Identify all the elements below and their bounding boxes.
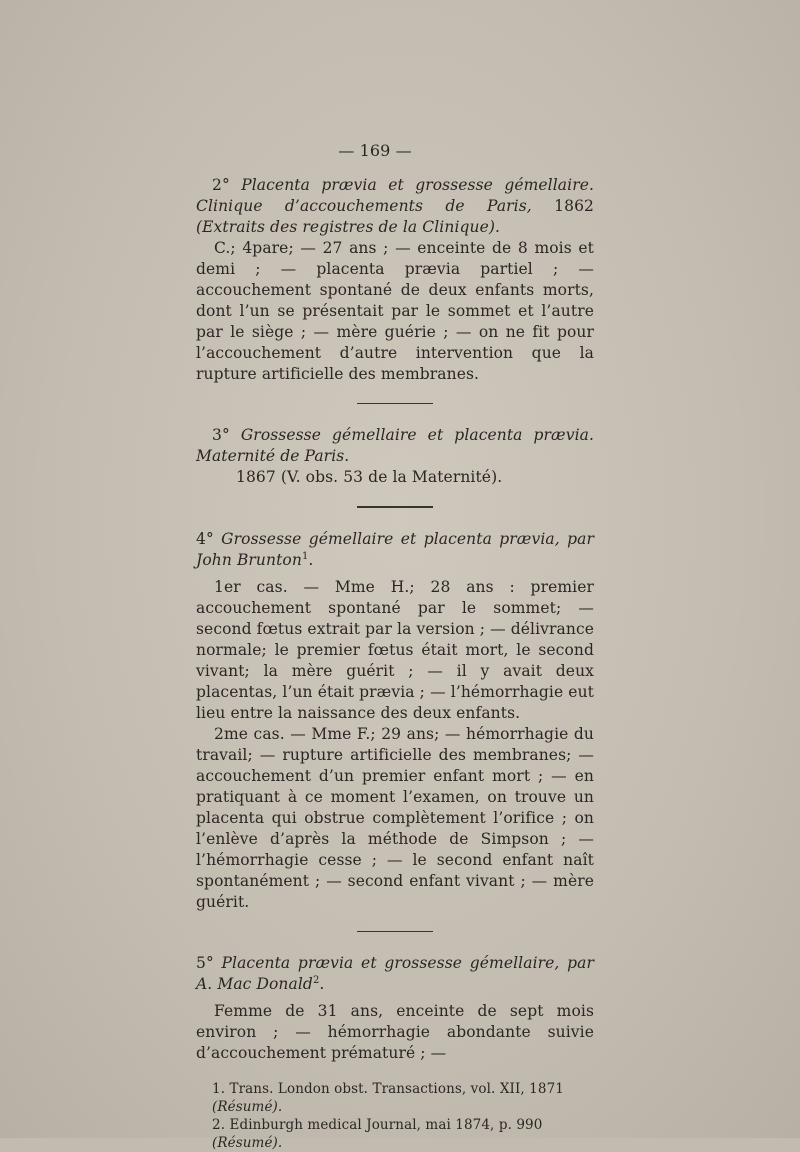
case-1 [196, 577, 594, 724]
page-number: — 169 — [338, 141, 412, 160]
footnote-ref-2: 2 [312, 975, 320, 987]
footnote-1-num: 1. [212, 1081, 226, 1098]
section-2-title: Placenta prævia et grossesse gémellaire. Clinique d’accouchements de Paris, [196, 176, 595, 215]
case-2 [196, 724, 594, 913]
section-3 [196, 425, 594, 488]
section-5-body: Femme de 31 ans, enceinte de sept mois environ ; — hémorrhagie abondante suivie d’accouchement prématuré ; — [196, 1002, 594, 1063]
section-5-heading: 5° Placenta prævia et grossesse gémellaire, par A. Mac Donald$^2$. [196, 954, 594, 994]
section-2-body: C.; 4pare; — 27 ans ; — enceinte de 8 mois et demi ; — placenta prævia partiel ; — accouchement spontané de deux enfants morts, dont l’un se présentait par le sommet et l’autre par le siège ; — mère guérie ; — on ne fit pour l’accouchement d’autre intervention que la rupture artificielle des membranes. [196, 239, 594, 383]
footnote-ref-1: 1 [301, 550, 309, 562]
section-4 [196, 529, 594, 913]
section-2-num: 2° [212, 176, 230, 194]
section-5 [196, 953, 594, 1064]
section-4-num: 4° [196, 529, 214, 548]
section-4-title: Grossesse gémellaire et placenta prævia, par John Brunton [196, 529, 594, 569]
section-2-year: 1862 [554, 197, 594, 215]
footnote-1 [212, 1080, 594, 1116]
case-2-text: — Mme F.; 29 ans; — hémorrhagie du travail; — rupture artificielle des membranes; — accouchement d’un premier enfant mort ; — en pratiquant à ce moment l’examen, on trouve un placenta qui obstrue complètement l’orifice ; on l’enlève d’après la méthode de Simpson ; — l’hémorrhagie cesse ; — le second enfant naît spontanément ; — second enfant vivant ; — mère guérit. [196, 724, 595, 911]
section-divider [357, 506, 433, 507]
footnote-2-num: 2. [212, 1117, 226, 1134]
page-text [196, 140, 594, 1152]
section-4-heading: 4° Grossesse gémellaire et placenta prævia, par John Brunton$^1$. [196, 529, 594, 569]
section-5-title: Placenta prævia et grossesse gémellaire, par A. Mac Donald [196, 954, 594, 994]
footnote-1-text: Trans. London obst. Transactions, vol. XII, 1871 [229, 1081, 564, 1098]
case-1-label: 1er cas. [214, 577, 288, 596]
section-2 [196, 175, 594, 385]
section-3-title: Grossesse gémellaire et placenta prævia. Maternité de Paris. [196, 426, 595, 466]
section-3-num: 3° [212, 426, 230, 445]
section-divider [357, 403, 433, 404]
section-5-num: 5° [196, 954, 214, 973]
footnotes [196, 1080, 594, 1152]
section-2-heading [196, 175, 594, 238]
section-2-source: (Extraits des registres de la Clinique). [196, 218, 501, 236]
footnote-1-tag: (Résumé). [212, 1099, 283, 1116]
footnote-2-tag: (Résumé). [212, 1135, 283, 1152]
footnote-2 [212, 1116, 594, 1152]
footnote-2-text: Edinburgh medical Journal, mai 1874, p. 990 [229, 1117, 543, 1134]
section-divider [357, 931, 433, 932]
section-3-heading [196, 425, 594, 467]
case-2-label: 2me cas. [214, 724, 285, 743]
case-1-text: — Mme H.; 28 ans : premier accouchement spontané par le sommet; — second fœtus extrait par la version ; — délivrance normale; le premier fœtus était mort, le second vivant; la mère guérit ; — il y avait deux placentas, l’un était prævia ; — l’hémorrhagie eut lieu entre la naissance des deux enfants. [196, 577, 595, 722]
section-3-detail: 1867 (V. obs. 53 de la Maternité). [236, 468, 503, 487]
